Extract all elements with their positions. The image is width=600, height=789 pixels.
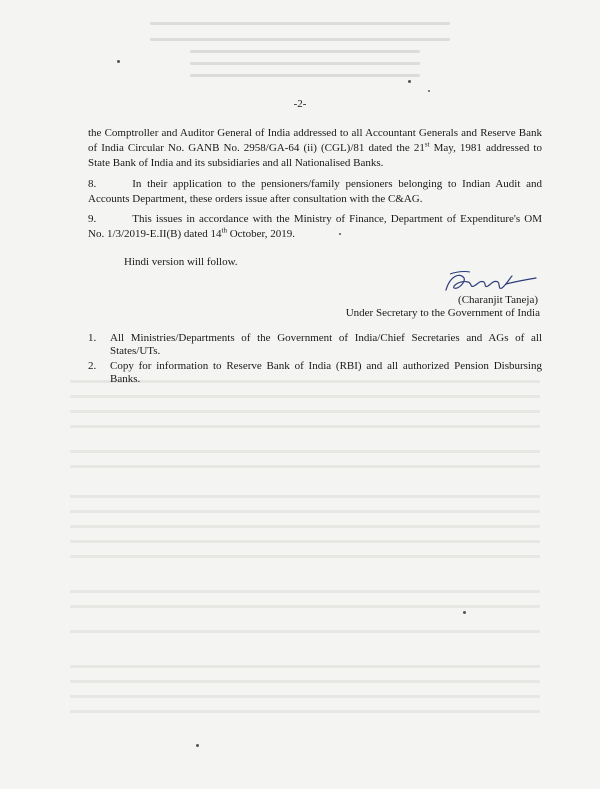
ordinal-suffix: th bbox=[221, 226, 227, 235]
show-through-line bbox=[190, 74, 420, 77]
paragraph-number: 8. bbox=[88, 178, 97, 190]
show-through-line bbox=[190, 62, 420, 65]
list-item-number: 1. bbox=[88, 332, 97, 344]
show-through-line bbox=[70, 525, 540, 528]
show-through-line bbox=[70, 630, 540, 633]
paragraph-continuation bbox=[88, 126, 542, 171]
list-item-text: All Ministries/Departments of the Government of India/Chief Secretaries and AGs of all States/UTs. bbox=[110, 332, 542, 357]
show-through-line bbox=[190, 50, 420, 53]
paragraph-text: the Comptroller and Auditor General of India addressed to all Accountant Generals and Reserve Bank of India Circular No. GANB No. 2958/GA-64 (ii) (CGL)/81 dated the 21 bbox=[88, 127, 542, 154]
scan-speck bbox=[428, 90, 430, 92]
show-through-line bbox=[70, 510, 540, 513]
paragraph-text: This issues in accordance with the Ministry of Finance, Department of Expenditure's OM No. 1/3/2019-E.II(B) dated 14 bbox=[88, 213, 542, 240]
signatory-designation: Under Secretary to the Government of India bbox=[345, 307, 540, 319]
show-through-line bbox=[70, 425, 540, 428]
show-through-line bbox=[150, 38, 450, 41]
scan-speck bbox=[117, 60, 120, 63]
show-through-line bbox=[70, 410, 540, 413]
show-through-line bbox=[70, 395, 540, 398]
list-item-text: Copy for information to Reserve Bank of India (RBI) and all authorized Pension Disbursing Banks. bbox=[110, 360, 542, 385]
list-item bbox=[88, 332, 542, 358]
page-number: -2- bbox=[293, 98, 307, 110]
hindi-version-note: Hindi version will follow. bbox=[124, 256, 238, 268]
scan-speck bbox=[408, 80, 411, 83]
scan-speck bbox=[463, 611, 466, 614]
paragraph-number: 9. bbox=[88, 213, 97, 225]
show-through-line bbox=[70, 665, 540, 668]
show-through-line bbox=[70, 465, 540, 468]
paragraph-text: October, 2019. bbox=[226, 228, 295, 240]
paragraph-9 bbox=[88, 212, 542, 242]
list-item-number: 2. bbox=[88, 360, 97, 372]
scan-speck bbox=[196, 744, 199, 747]
paragraph-text: In their application to the pensioners/family pensioners belonging to Indian Audit and Accounts Department, these orders issue after consultation with the C&AG. bbox=[88, 178, 542, 205]
ordinal-suffix: st bbox=[424, 140, 430, 149]
list-item bbox=[88, 360, 542, 386]
scan-speck bbox=[339, 233, 341, 235]
show-through-line bbox=[150, 22, 450, 25]
paragraph-text: May, 1981 addressed to State Bank of India and its subsidiaries and all Nationalised Banks. bbox=[88, 142, 542, 169]
show-through-line bbox=[70, 540, 540, 543]
show-through-line bbox=[70, 605, 540, 608]
show-through-line bbox=[70, 555, 540, 558]
show-through-line bbox=[70, 495, 540, 498]
signatory-name: (Charanjit Taneja) bbox=[458, 294, 538, 306]
distribution-list bbox=[88, 332, 542, 388]
show-through-line bbox=[70, 680, 540, 683]
show-through-line bbox=[70, 710, 540, 713]
show-through-line bbox=[70, 590, 540, 593]
paragraph-8 bbox=[88, 177, 542, 207]
show-through-line bbox=[70, 450, 540, 453]
show-through-line bbox=[70, 695, 540, 698]
